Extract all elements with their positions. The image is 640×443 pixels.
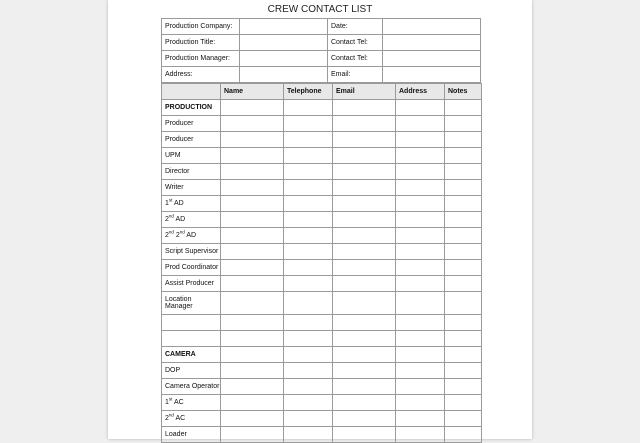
cell[interactable]: [396, 180, 445, 196]
table-row: [162, 164, 482, 180]
cell[interactable]: [333, 363, 396, 379]
info-row: [162, 51, 481, 67]
cell[interactable]: [333, 347, 396, 363]
cell[interactable]: [333, 331, 396, 347]
cell[interactable]: [284, 395, 333, 411]
role-text: 1: [165, 200, 169, 207]
column-header-telephone: Telephone: [284, 84, 333, 100]
cell[interactable]: [396, 379, 445, 395]
cell[interactable]: [284, 212, 333, 228]
production-title-label: Production Title:: [162, 35, 240, 51]
table-row: [162, 180, 482, 196]
cell[interactable]: [333, 315, 396, 331]
cell[interactable]: [284, 427, 333, 443]
cell[interactable]: [221, 244, 284, 260]
cell[interactable]: [221, 315, 284, 331]
role-label: Script Supervisor: [162, 244, 221, 260]
cell[interactable]: [221, 212, 284, 228]
cell[interactable]: [396, 395, 445, 411]
cell[interactable]: [221, 411, 284, 427]
cell[interactable]: [445, 164, 482, 180]
role-text: AD: [172, 200, 184, 207]
section-row: [162, 100, 482, 116]
cell[interactable]: [333, 164, 396, 180]
production-info-table: [161, 18, 481, 83]
role-text: AD: [184, 232, 197, 239]
role-label: [162, 228, 221, 244]
cell[interactable]: [221, 260, 284, 276]
cell[interactable]: [396, 260, 445, 276]
column-header-email: Email: [333, 84, 396, 100]
cell[interactable]: [396, 276, 445, 292]
cell[interactable]: [445, 315, 482, 331]
cell[interactable]: [284, 331, 333, 347]
cell[interactable]: [396, 148, 445, 164]
cell[interactable]: [396, 164, 445, 180]
role-text: AD: [173, 216, 186, 223]
cell[interactable]: [396, 100, 445, 116]
table-row: [162, 331, 482, 347]
cell[interactable]: [333, 212, 396, 228]
table-row: [162, 292, 482, 315]
cell[interactable]: [445, 100, 482, 116]
cell[interactable]: [396, 196, 445, 212]
cell[interactable]: [445, 212, 482, 228]
cell[interactable]: [284, 196, 333, 212]
contact-tel-field[interactable]: [383, 51, 481, 67]
cell[interactable]: [221, 228, 284, 244]
cell[interactable]: [445, 427, 482, 443]
cell[interactable]: [284, 379, 333, 395]
role-text: Manager: [165, 303, 193, 310]
table-row: [162, 228, 482, 244]
table-row: [162, 411, 482, 427]
cell[interactable]: [445, 244, 482, 260]
cell[interactable]: [284, 244, 333, 260]
cell[interactable]: [284, 411, 333, 427]
cell[interactable]: [333, 196, 396, 212]
cell[interactable]: [284, 260, 333, 276]
role-text: Location: [165, 296, 192, 303]
cell[interactable]: [284, 315, 333, 331]
cell[interactable]: [396, 244, 445, 260]
section-row: [162, 347, 482, 363]
role-text: 2: [165, 415, 169, 422]
email-field[interactable]: [383, 67, 481, 83]
role-text: 2: [173, 232, 180, 239]
role-label: [162, 411, 221, 427]
ordinal-suffix: nd: [179, 229, 185, 235]
cell[interactable]: [445, 276, 482, 292]
cell[interactable]: [333, 260, 396, 276]
role-label: [162, 292, 221, 315]
cell[interactable]: [445, 132, 482, 148]
column-header-name: Name: [221, 84, 284, 100]
table-row: [162, 116, 482, 132]
cell[interactable]: [221, 196, 284, 212]
cell[interactable]: [445, 180, 482, 196]
cell[interactable]: [396, 292, 445, 315]
role-text: 2: [165, 216, 169, 223]
cell[interactable]: [445, 411, 482, 427]
cell[interactable]: [284, 116, 333, 132]
table-row: [162, 315, 482, 331]
crew-table: [161, 83, 482, 443]
production-manager-label: Production Manager:: [162, 51, 240, 67]
date-label: Date:: [328, 19, 383, 35]
role-label: [162, 331, 221, 347]
cell[interactable]: [221, 379, 284, 395]
document-page: [108, 0, 532, 439]
address-field[interactable]: [240, 67, 328, 83]
document-title: CREW CONTACT LIST: [267, 4, 373, 15]
ordinal-suffix: st: [168, 396, 173, 402]
info-row: [162, 67, 481, 83]
cell[interactable]: [333, 411, 396, 427]
cell[interactable]: [284, 292, 333, 315]
cell[interactable]: [221, 180, 284, 196]
cell[interactable]: [333, 379, 396, 395]
cell[interactable]: [445, 347, 482, 363]
section-title-camera: CAMERA: [162, 347, 221, 363]
cell[interactable]: [333, 427, 396, 443]
cell[interactable]: [445, 260, 482, 276]
cell[interactable]: [445, 292, 482, 315]
table-row: [162, 148, 482, 164]
role-label: [162, 395, 221, 411]
role-label: Director: [162, 164, 221, 180]
role-text: 2: [165, 232, 169, 239]
column-header-role: [162, 84, 221, 100]
cell[interactable]: [221, 116, 284, 132]
table-row: [162, 260, 482, 276]
cell[interactable]: [284, 363, 333, 379]
table-row: [162, 132, 482, 148]
cell[interactable]: [396, 132, 445, 148]
role-label: Prod Coordinator: [162, 260, 221, 276]
cell[interactable]: [284, 100, 333, 116]
cell[interactable]: [333, 100, 396, 116]
cell[interactable]: [396, 363, 445, 379]
cell[interactable]: [221, 331, 284, 347]
production-company-label: Production Company:: [162, 19, 240, 35]
cell[interactable]: [221, 292, 284, 315]
production-title-field[interactable]: [240, 35, 328, 51]
role-label: [162, 196, 221, 212]
cell[interactable]: [333, 244, 396, 260]
cell[interactable]: [333, 276, 396, 292]
cell[interactable]: [396, 427, 445, 443]
role-text: AC: [172, 399, 184, 406]
role-label: Camera Operator: [162, 379, 221, 395]
cell[interactable]: [445, 331, 482, 347]
cell[interactable]: [445, 379, 482, 395]
ordinal-suffix: nd: [168, 229, 174, 235]
cell[interactable]: [333, 148, 396, 164]
ordinal-suffix: nd: [168, 213, 174, 219]
contact-tel-label: Contact Tel:: [328, 51, 383, 67]
cell[interactable]: [221, 363, 284, 379]
cell[interactable]: [221, 148, 284, 164]
date-field[interactable]: [383, 19, 481, 35]
production-manager-field[interactable]: [240, 51, 328, 67]
cell[interactable]: [333, 116, 396, 132]
cell[interactable]: [221, 276, 284, 292]
role-label: [162, 212, 221, 228]
cell[interactable]: [284, 180, 333, 196]
cell[interactable]: [221, 100, 284, 116]
table-row: [162, 276, 482, 292]
table-row: [162, 395, 482, 411]
cell[interactable]: [221, 427, 284, 443]
cell[interactable]: [396, 228, 445, 244]
ordinal-suffix: nd: [168, 412, 174, 418]
cell[interactable]: [221, 132, 284, 148]
cell[interactable]: [333, 395, 396, 411]
role-text: AC: [173, 415, 186, 422]
cell[interactable]: [396, 212, 445, 228]
role-label: Assist Producer: [162, 276, 221, 292]
cell[interactable]: [396, 331, 445, 347]
role-label: Writer: [162, 180, 221, 196]
section-title-production: PRODUCTION: [162, 100, 221, 116]
cell[interactable]: [284, 148, 333, 164]
role-label: DOP: [162, 363, 221, 379]
cell[interactable]: [445, 228, 482, 244]
cell[interactable]: [396, 411, 445, 427]
role-text: 1: [165, 399, 169, 406]
table-row: [162, 244, 482, 260]
cell[interactable]: [445, 363, 482, 379]
cell[interactable]: [221, 164, 284, 180]
role-label: Producer: [162, 132, 221, 148]
contact-tel-field[interactable]: [383, 35, 481, 51]
cell[interactable]: [445, 395, 482, 411]
address-label: Address:: [162, 67, 240, 83]
table-row: [162, 196, 482, 212]
cell[interactable]: [396, 116, 445, 132]
info-row: [162, 35, 481, 51]
cell[interactable]: [333, 132, 396, 148]
column-header-notes: Notes: [445, 84, 482, 100]
role-label: Producer: [162, 116, 221, 132]
role-label: UPM: [162, 148, 221, 164]
cell[interactable]: [333, 228, 396, 244]
cell[interactable]: [396, 315, 445, 331]
cell[interactable]: [221, 347, 284, 363]
ordinal-suffix: st: [168, 197, 173, 203]
cell[interactable]: [445, 116, 482, 132]
production-company-field[interactable]: [240, 19, 328, 35]
table-row: [162, 427, 482, 443]
cell[interactable]: [396, 347, 445, 363]
column-header-address: Address: [396, 84, 445, 100]
role-label: Loader: [162, 427, 221, 443]
cell[interactable]: [284, 164, 333, 180]
cell[interactable]: [333, 180, 396, 196]
contact-tel-label: Contact Tel:: [328, 35, 383, 51]
cell[interactable]: [284, 132, 333, 148]
table-row: [162, 212, 482, 228]
role-label: [162, 315, 221, 331]
cell[interactable]: [221, 395, 284, 411]
table-row: [162, 379, 482, 395]
cell[interactable]: [284, 228, 333, 244]
info-row: [162, 19, 481, 35]
email-label: Email:: [328, 67, 383, 83]
cell[interactable]: [284, 276, 333, 292]
cell[interactable]: [333, 292, 396, 315]
cell[interactable]: [284, 347, 333, 363]
table-header-row: [162, 84, 482, 100]
cell[interactable]: [445, 196, 482, 212]
cell[interactable]: [445, 148, 482, 164]
table-row: [162, 363, 482, 379]
